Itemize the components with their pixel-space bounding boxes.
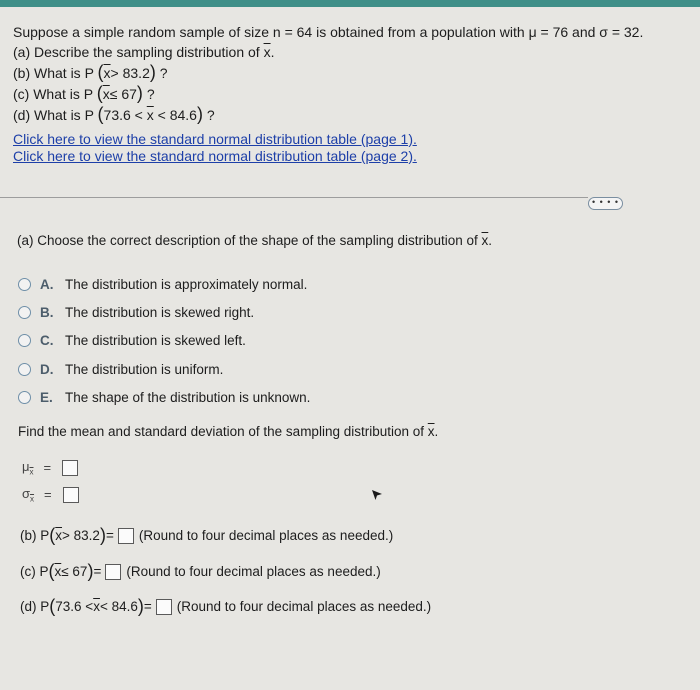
option-c[interactable]: C. The distribution is skewed left.	[18, 327, 310, 355]
question-part-a: (a) Describe the sampling distribution of $\overline{x}$.	[13, 44, 275, 60]
part-a-prompt: (a) Choose the correct description of the shape of the sampling distribution of $\overline{x}$.	[17, 233, 493, 248]
option-a-text: The distribution is approximately normal.	[65, 276, 308, 292]
option-b-text: The distribution is skewed right.	[65, 305, 255, 321]
part-d-answer-box[interactable]	[156, 599, 172, 615]
part-b-answer-line: (b) P ( $\overline{x}$ > 83.2 ) = (Round to four decimal places as needed.)	[20, 525, 394, 545]
part-d-answer-line: (d) P ( 73.6 < $\overline{x}$ < 84.6 ) = (Round to four decimal places as needed.)	[20, 596, 432, 616]
sigma-xbar-symbol: $\sigma_{\overline{x}}$	[22, 486, 35, 504]
option-e-text: The shape of the distribution is unknown.	[65, 390, 311, 406]
option-c-text: The distribution is skewed left.	[65, 333, 246, 349]
radio-button-c[interactable]	[18, 334, 31, 347]
radio-button-a[interactable]	[18, 278, 31, 291]
question-part-b: (b) What is P $(\overline{x}> 83.2)$ ?	[13, 62, 168, 82]
sd-answer-box[interactable]	[63, 487, 79, 503]
mean-answer-box[interactable]	[62, 460, 78, 476]
section-divider	[0, 197, 588, 198]
shape-options	[18, 270, 310, 412]
question-text	[13, 22, 643, 125]
mean-sd-prompt: Find the mean and standard deviation of the sampling distribution of $\overline{x}$.	[18, 424, 439, 439]
part-c-answer-box[interactable]	[105, 564, 121, 580]
mean-row: $\mu_{\overline{x}}$ =	[22, 459, 78, 477]
mouse-pointer-icon	[370, 488, 384, 502]
xbar-symbol: $\overline{x}$	[263, 44, 271, 60]
part-c-answer-line: (c) P ( $\overline{x}$ ≤ 67 ) = (Round to four decimal places as needed.)	[20, 561, 381, 581]
normal-table-link-page-1[interactable]: Click here to view the standard normal distribution table (page 1).	[13, 131, 417, 147]
option-e[interactable]: E. The shape of the distribution is unknown.	[18, 384, 310, 412]
option-d[interactable]: D. The distribution is uniform.	[18, 355, 310, 383]
top-header-bar	[0, 0, 700, 7]
radio-button-d[interactable]	[18, 363, 31, 376]
normal-table-link-page-2[interactable]: Click here to view the standard normal distribution table (page 2).	[13, 148, 417, 164]
option-b[interactable]: B. The distribution is skewed right.	[18, 298, 310, 326]
question-intro: Suppose a simple random sample of size n = 64 is obtained from a population with μ = 76 and σ = 32.	[13, 24, 644, 40]
mu-xbar-symbol: $\mu_{\overline{x}}$	[22, 459, 34, 477]
question-part-d: (d) What is P $(73.6 < \overline{x} < 84.6)$ ?	[13, 104, 215, 124]
option-a[interactable]: A. The distribution is approximately normal.	[18, 270, 310, 298]
question-part-c: (c) What is P $(\overline{x}\le 67)$ ?	[13, 83, 155, 103]
radio-button-e[interactable]	[18, 391, 31, 404]
table-links	[13, 131, 417, 165]
radio-button-b[interactable]	[18, 306, 31, 319]
more-options-button[interactable]: • • • •	[588, 197, 623, 210]
option-d-text: The distribution is uniform.	[65, 361, 224, 377]
sd-row: $\sigma_{\overline{x}}$ =	[22, 486, 79, 504]
part-b-answer-box[interactable]	[118, 528, 134, 544]
